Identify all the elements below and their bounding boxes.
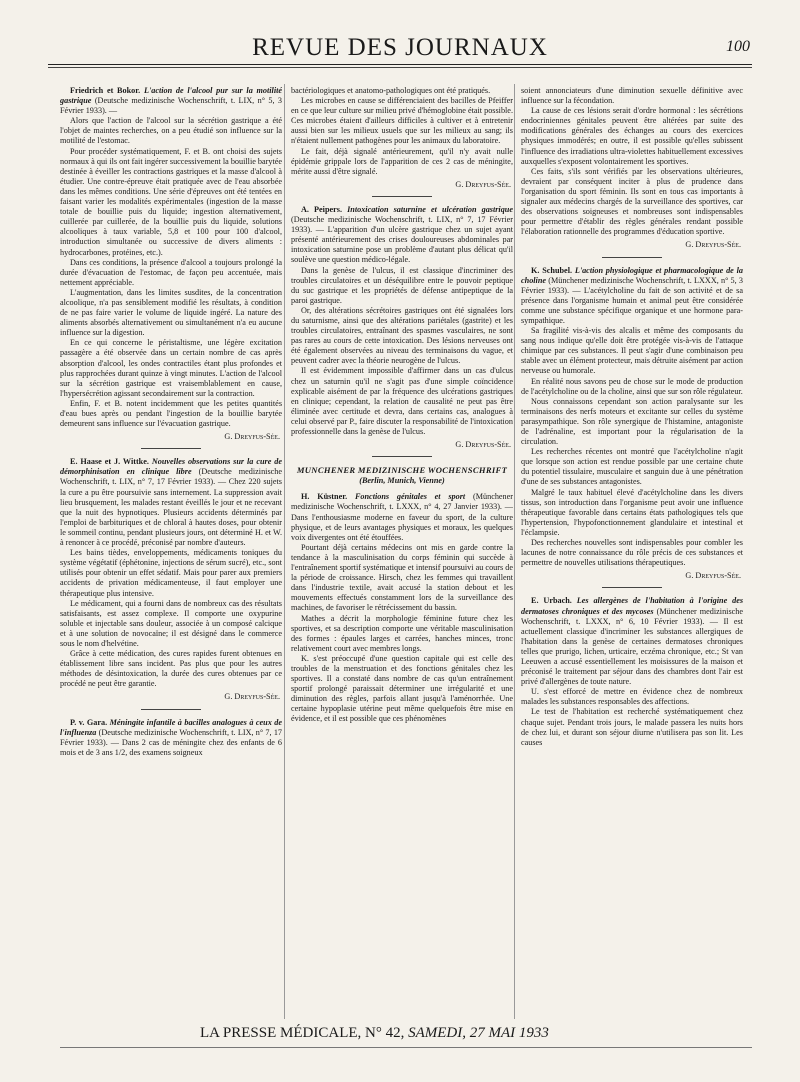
paragraph: Alors que l'action de l'alcool sur la sécrétion gastrique a été l'objet de maintes recherches, on a peu étudié son influence sur la motilité de l'estomac. bbox=[60, 116, 282, 146]
article-title: Les allergènes de l'habitation à l'origine des dermatoses chroniques et des mycoses bbox=[521, 596, 743, 616]
article-authors: E. Haase et J. Wittke. bbox=[70, 457, 149, 467]
article-separator bbox=[602, 257, 662, 258]
article-heading bbox=[60, 457, 282, 548]
paragraph: Ces faits, s'ils sont vérifiés par les observations ultérieures, devraient par conséquent inciter à plus de prudence dans l'organisation du sport féminin. Ils sont en tous cas importants à signaler aux médecins chargés de la surveillance des sportives, car des observations soigneuses et nombreuses sont indispensables pour permettre d'établir des règles générales rendant possible l'élaboration rationnelle des programmes d'éducation sportive. bbox=[521, 166, 743, 237]
article-title: Nouvelles observations sur la cure de démorphinisation en clinique libre bbox=[60, 457, 282, 477]
article-heading bbox=[60, 718, 282, 758]
article-heading bbox=[291, 205, 513, 266]
author-signature: G. Dreyfus-Sée. bbox=[685, 240, 741, 250]
article-authors: P. v. Gara. bbox=[70, 717, 108, 727]
author-signature: G. Dreyfus-Sée. bbox=[224, 432, 280, 442]
article-title: L'action de l'alcool pur sur la motilité gastrique bbox=[60, 86, 282, 106]
page-number: 100 bbox=[726, 38, 750, 55]
article-authors: A. Peipers. bbox=[301, 204, 343, 214]
paragraph: Mathes a décrit la morphologie féminine future chez les sportives, et sa description comporte une véritable masculinisation des formes : épaules larges et carrées, hanches minces, tronc relativement court avec membres longs. bbox=[291, 613, 513, 653]
author-signature: G. Dreyfus-Sée. bbox=[455, 179, 511, 189]
page-header bbox=[48, 30, 752, 64]
paragraph: Malgré le taux habituel élevé d'acétylcholine dans les divers tissus, son introduction dans l'organisme peut avoir une influence thérapeutique favorable dans certains états pathologiques tels que l'hypertension, l'hypofonctionnement glandulaire et intestinal et l'éclampsie. bbox=[521, 487, 743, 537]
article-reference: (Deutsche medizinische Wochenschrift, t. LIX, n° 7, 17 Février 1933). — Chez 220 sujets la cure a pu être poursuivie sans internement. La suppression avait lieu brusquement, les malades restant éveillés le jour et ne recevant que la nuit des hypnotiques. Plusieurs accidents déterminés par l'emploi de barbituriques et de chloral à hautes doses, pour obtenir le sommeil continu, pendant plusieurs jours, ont déterminé H. et W. à renoncer à ce procédé, préconisé par nombre d'auteurs. bbox=[60, 467, 282, 548]
paragraph: Enfin, F. et B. notent incidemment que les petites quantités d'eau bues après ou pendant l'ingestion de la bouillie barytée demeurent sans influence sur l'évacuation gastrique. bbox=[60, 398, 282, 429]
article-authors: H. Küstner. bbox=[301, 492, 348, 502]
article-separator bbox=[141, 709, 201, 710]
paragraph: Il est évidemment impossible d'affirmer dans un cas d'ulcus chez un saturnin qu'il ne s'agit pas d'une simple coïncidence explicable aisément de par la fréquence des ulcérations gastriques en clinique; cependant, la relation de causalité ne peut pas être éliminée avec certitude et devra, dans certains cas, analogues à celui observé par P., faire discuter la responsabilité de l'intoxication professionnelle dans la genèse de l'ulcus. bbox=[291, 366, 513, 436]
article-reference: (Deutsche medizinische Wochenschrift, t. LIX, n° 7, 17 Février 1933). — L'apparition d'un ulcère gastrique chez un sujet ayant présenté antérieurement des crises douloureuses abdominales par intoxication saturnine pose un problème d'autant plus délicat qu'il soulève une question médico-légale. bbox=[291, 215, 513, 265]
article-heading bbox=[291, 492, 513, 542]
header-rule bbox=[48, 64, 752, 65]
footer-date: SAMEDI, 27 MAI 1933 bbox=[408, 1025, 549, 1041]
article-heading bbox=[521, 596, 743, 687]
paragraph: En ce qui concerne le péristaltisme, une légère excitation passagère a été observée dans un certain nombre de cas après absorption d'alcool, les ondes contractiles étant plus profondes et plus rapprochées durant quinze à vingt minutes. L'action de l'alcool sur la sécrétion gastrique est vraisemblablement en cause, l'hypersécrétion agissant secondairement sur la contraction. bbox=[60, 338, 282, 398]
article-reference: (Münchener medizinische Wochenschrift, t. LXXX, n° 5, 3 Février 1933). — L'acétylcholine du fait de son activité et de sa présence dans l'organisme humain et animal peut être considérée comme une substance spécifique organique et une hormone para-sympathique. bbox=[521, 275, 743, 325]
paragraph: Les microbes en cause se différenciaient des bacilles de Pfeiffer en ce que leur culture sur milieu privé d'hémoglobine était possible. Ces microbes étaient d'ailleurs difficiles à cultiver et à entretenir aussi bien sur les milieux usuels que sur les milieux au sang; ils n'étaient nullement pathogènes pour les animaux du laboratoire. bbox=[291, 96, 513, 146]
paragraph: Dans ces conditions, la présence d'alcool a toujours prolongé la durée d'évacuation de l'estomac, de façon peu accentuée, mais nettement appréciable. bbox=[60, 257, 282, 287]
paragraph: Grâce à cette médication, des cures rapides furent obtenues en établissement libre sans incident. Pas plus que pour les autres méthodes de désintoxication, la durée des cures obtenues par ce procédé ne peut être garantie. bbox=[60, 649, 282, 689]
paragraph: Dans la genèse de l'ulcus, il est classique d'incriminer des troubles circulatoires et un déséquilibre entre le pouvoir peptique du suc gastrique et les propriétés de défense antipeptique de la paroi gastrique. bbox=[291, 265, 513, 305]
article-separator bbox=[141, 448, 201, 449]
author-signature: G. Dreyfus-Sée. bbox=[455, 440, 511, 450]
paragraph: Nous connaissons cependant son action paralysante sur les terminaisons des nerfs moteurs et excitante sur celles du système parasympathique. Son rôle synergique de l'histamine, antagoniste de l'adrénaline, est important pour la régularisation de la circulation. bbox=[521, 396, 743, 447]
article-separator bbox=[602, 587, 662, 588]
paragraph: K. s'est préoccupé d'une question capitale qui est celle des troubles de la menstruation et des fonctions génitales chez les sportives. Il a constaté dans nombre de cas qu'un entraînement sportif prolongé paraissait déterminer une irrégularité et une diminution des règles, parfois allant jusqu'à l'aménorrhée. Une certaine hypoplasie utérine peut même quelquefois être mise en évidence, et il est possible que ces phénomènes bbox=[291, 653, 513, 724]
section-subheading: (Berlin, Munich, Vienne) bbox=[359, 476, 445, 486]
author-signature: G. Dreyfus-Sée. bbox=[685, 571, 741, 581]
paragraph: Le médicament, qui a fourni dans de nombreux cas des résultats satisfaisants, est assez complexe. Il comporte une oxypurine soluble et injectable sans douleur, associée à un composé calcique et à une solution de novocaïne; il est désigné dans le commerce sous le nom d'helvétine. bbox=[60, 598, 282, 648]
column-divider bbox=[284, 84, 285, 1019]
paragraph: La cause de ces lésions serait d'ordre hormonal : les sécrétions endocriniennes génitales peuvent être altérées par suite des modifications générales des échanges au cours des exercices physiques immodérés; en outre, il est possible qu'elles subissent l'influence des irradiations ultra-violettes habituellement excessives auxquelles s'exposent volontairement les sportives. bbox=[521, 106, 743, 166]
paragraph: Le test de l'habitation est recherché systématiquement chez chaque sujet. Pendant trois jours, le malade passera les nuits hors de chez lui, et durant son séjour diurne n'utilisera pas son lit. Les causes bbox=[521, 707, 743, 747]
column-divider bbox=[514, 84, 515, 1019]
article-reference: (Münchener medizinische Wochenschrift, t. LXXX, n° 6, 10 Février 1933). — Il est actuellement classique d'incriminer les substances allergiques de l'habitation dans la genèse de certaines dermatoses chroniques telles que prurigo, lichen, urticaire, eczéma chronique, etc.; St van Leeuwen a accusé essentiellement les moisissures de la maison et préconisé le traitement par séjour dans des chambres dont l'air est privé d'allergènes de toute nature. bbox=[521, 606, 743, 687]
paragraph: En réalité nous savons peu de chose sur le mode de production de l'acétylcholine ou de la choline, ainsi que sur son rôle régulateur. bbox=[521, 376, 743, 396]
article-separator bbox=[372, 196, 432, 197]
article-title: Fonctions génitales et sport bbox=[354, 492, 466, 502]
paragraph: Le fait, déjà signalé antérieurement, qu'il n'y avait nulle épidémie grippale lors de l'apparition de ces 2 cas de méningite, mérite aussi d'être signalé. bbox=[291, 146, 513, 176]
paragraph: L'augmentation, dans les limites susdites, de la concentration alcoolique, n'a pas sensiblement modifié les résultats, à condition de ne pas faire varier le volume de liquide ingéré. La nature des aliments absorbés alternativement ou simultanément n'a eu aucune influence sur la digestion. bbox=[60, 287, 282, 338]
text-column-2 bbox=[291, 86, 513, 1016]
text-column-3 bbox=[521, 86, 743, 1016]
footer-journal: LA PRESSE MÉDICALE, bbox=[200, 1025, 362, 1041]
paragraph: soient annonciateurs d'une diminution sexuelle définitive avec influence sur la fécondation. bbox=[521, 86, 743, 106]
paragraph: Les bains tièdes, enveloppements, médicaments toniques du système végétatif (éphétonine, injections de sérum sucré), etc., sont utilisés pour obtenir un effet sédatif. Mais pour parer aux premiers accidents de privation médicamenteuse, il faut employer une thérapeutique plus intensive. bbox=[60, 548, 282, 598]
article-title: Méningite infantile à bacilles analogues à ceux de l'influenza bbox=[60, 717, 282, 737]
paragraph: Les recherches récentes ont montré que l'acétylcholine n'agit que lorsque son action est rendue possible par une certaine chute du potentiel tissulaire, musculaire et sanguin due à une pénétration d'une de ses substances antagonistes. bbox=[521, 447, 743, 487]
running-title: REVUE DES JOURNAUX bbox=[252, 34, 548, 61]
article-reference: (Deutsche medizinische Wochenschrift, t. LIX, n° 5, 3 Février 1933). — bbox=[60, 96, 282, 116]
paragraph: Pourtant déjà certains médecins ont mis en garde contre la tendance à la masculinisation du corps féminin qui succède à l'entraînement sportif systématique et intensif poursuivi au cours de la période de croissance. Hirsch, chez les femmes qui travaillent dans l'industrie textile, avait accusé la station debout et les mouvements effectués constamment lors de la surveillance des machines, de favoriser le rétrécissement du bassin. bbox=[291, 542, 513, 613]
paragraph: Or, des altérations sécrétoires gastriques ont été signalées lors du saturnisme, ainsi que des altérations pariétales (gastrite) et les troubles circulatoires, entraînant des spasmes vasculaires, ne sont pas rares au cours de cette intoxication. Des lésions nerveuses ont été également observées au niveau des terminaisons du vague, et peuvent cadrer avec la théorie neurogène de l'ulcus. bbox=[291, 305, 513, 366]
article-heading bbox=[60, 86, 282, 116]
article-heading bbox=[521, 266, 743, 327]
article-title: Intoxication saturnine et ulcération gastrique bbox=[347, 204, 513, 214]
article-separator bbox=[372, 456, 432, 457]
paragraph: U. s'est efforcé de mettre en évidence chez de nombreux malades les substances responsables des affections. bbox=[521, 687, 743, 707]
footer-issue: N° 42, bbox=[365, 1025, 405, 1041]
article-authors: K. Schubel. bbox=[531, 265, 573, 275]
section-heading: MUNCHENER MEDIZINISCHE WOCHENSCHRIFT bbox=[296, 465, 508, 476]
article-title: L'action physiologique et pharmacologique de la choline bbox=[521, 265, 743, 285]
paragraph: bactériologiques et anatomo-pathologiques ont été pratiqués. bbox=[291, 86, 491, 95]
page-footer bbox=[200, 1025, 549, 1042]
article-authors: E. Urbach. bbox=[531, 596, 572, 606]
article-authors: Friedrich et Bokor. bbox=[70, 86, 141, 95]
header-rule-thin bbox=[48, 67, 752, 68]
article-reference: (Deutsche medizinische Wochenschrift, t. LIX, n° 7, 17 Février 1933). — Dans 2 cas de méningite chez des enfants de 6 mois et de 3 ans 1/2, des examens soigneux bbox=[60, 727, 282, 757]
article-reference: (Münchener medizinische Wochenschrift, t. LXXX, n° 4, 27 Janvier 1933). — Dans l'enthousiasme moderne en faveur du sport, de la culture physique, et de leurs avantages physiques et moraux, les quelques voix divergentes ont été étouffées. bbox=[291, 492, 513, 542]
paragraph: Sa fragilité vis-à-vis des alcalis et même des composants du sang nous indique qu'elle doit être protégée vis-à-vis de l'attaque chimique par ces substances. Il peut s'agir d'une combinaison peu stable avec un élément protecteur, mais détruite aisément par action nerveuse ou humorale. bbox=[521, 326, 743, 376]
paragraph: Pour procéder systématiquement, F. et B. ont choisi des sujets normaux à qui ils ont fait ingérer successivement la bouillie barytée destinée à éveiller les contractions gastriques et la masse d'alcool à étudier. Une contre-épreuve était pratiquée avec de l'eau absorbée dans les mêmes conditions. Une série d'épreuves ont été tentées en faisant varier les modalités expérimentales (ingestion de la masse totale de bouillie puis du liquide; ingestion alternativement, cuillerée par cuillerée, de la bouillie puis du liquide, solutions alcooliques à taux variable, 5,8 et 100 pour 100 d'alcool, introduction simultanée ou successive de divers aliments : hydrocarbones, protéines, etc.). bbox=[60, 146, 282, 257]
paragraph: Des recherches nouvelles sont indispensables pour combler les lacunes de notre connaissance du rôle précis de ces substances et permettre de nouvelles utilisations thérapeutiques. bbox=[521, 538, 743, 568]
text-column-1 bbox=[60, 86, 282, 1016]
footer-rule bbox=[60, 1047, 752, 1048]
author-signature: G. Dreyfus-Sée. bbox=[224, 692, 280, 702]
